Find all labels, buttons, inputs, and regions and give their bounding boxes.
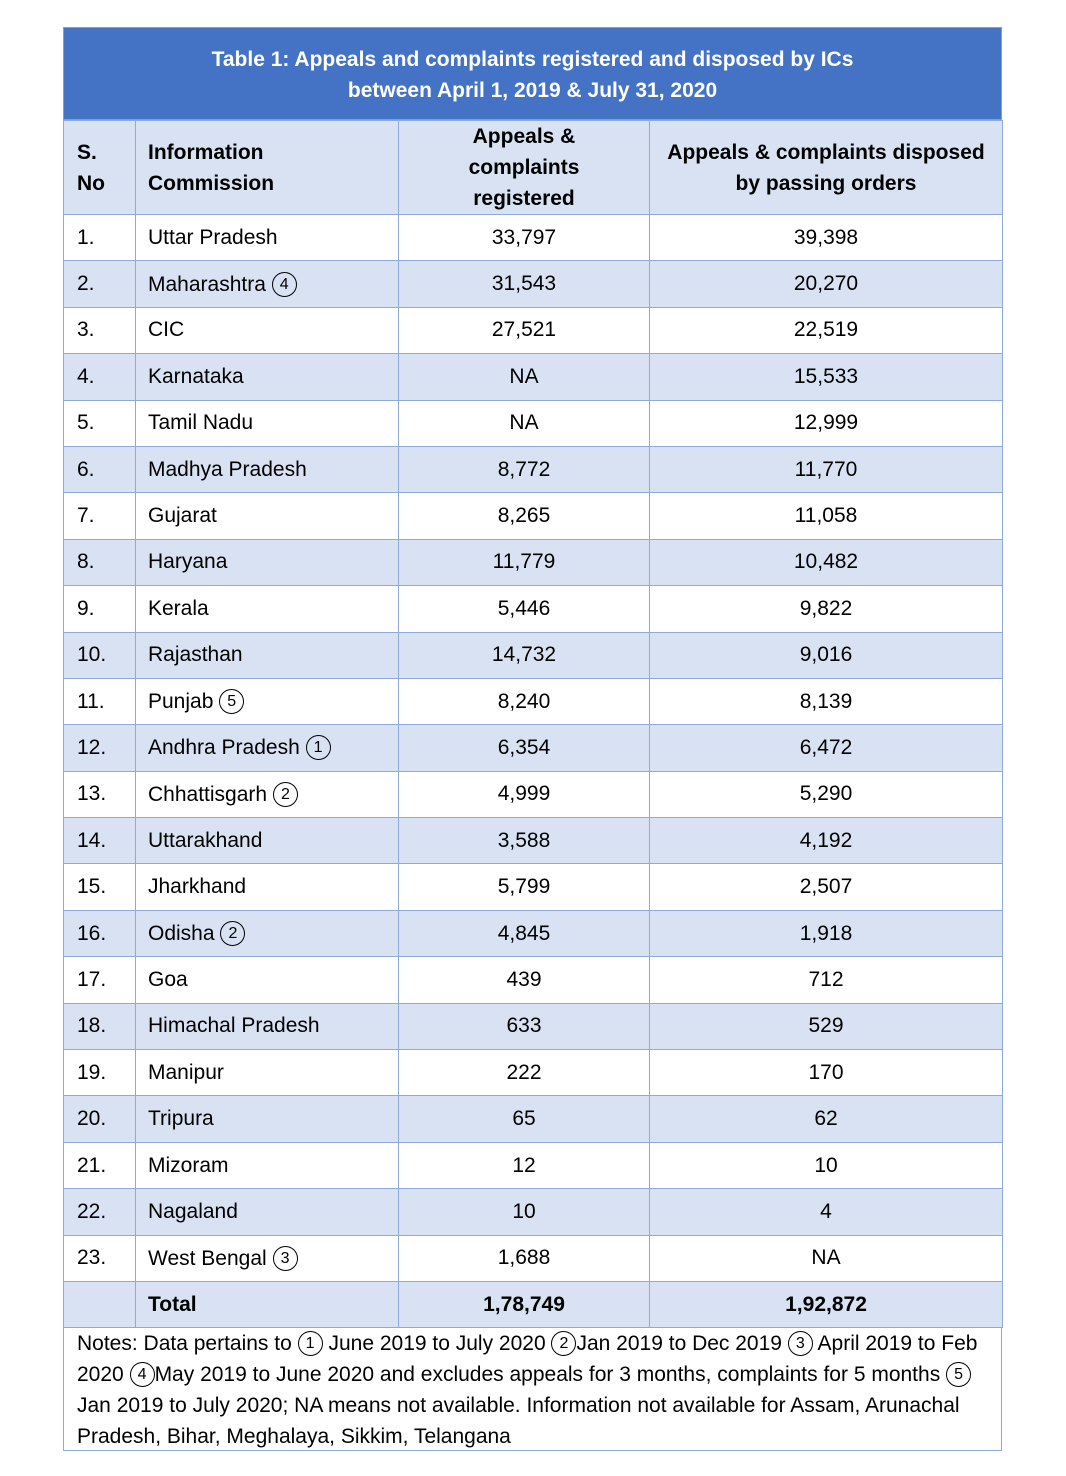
row-commission [136, 400, 399, 446]
table-row [64, 215, 1003, 261]
row-disposed: NA [650, 1235, 1003, 1281]
row-registered: 5,446 [399, 586, 650, 632]
footnote-marker: 4 [272, 272, 297, 297]
row-registered: 4,845 [399, 910, 650, 956]
commission-name: Chhattisgarh [148, 782, 268, 806]
row-disposed: 8,139 [650, 678, 1003, 724]
commission-name: Odisha [148, 922, 215, 946]
footnote-marker: 2 [273, 782, 298, 807]
table-notes: Notes: Data pertains to 1 June 2019 to July 2020 2 Jan 2019 to Dec 2019 3 April 2019 to Feb 2020 4 May 2019 to June 2020 and excludes appeals for 3 months, complaints for 5 months 5 Jan 2019 to July 2020; NA means not available. Information not available for Assam, Arunachal Pradesh, Bihar, Meghalaya, Sikkim, Telangana [63, 1328, 1002, 1451]
note-marker-3: 3 [788, 1331, 813, 1356]
row-disposed: 10 [650, 1142, 1003, 1188]
row-sno: 6. [64, 446, 136, 492]
row-disposed: 62 [650, 1096, 1003, 1142]
table-row [64, 307, 1003, 353]
appeals-table-container [63, 27, 1002, 1451]
row-sno: 21. [64, 1142, 136, 1188]
total-registered: 1,78,749 [399, 1281, 650, 1327]
row-registered: 8,265 [399, 493, 650, 539]
row-registered: 222 [399, 1050, 650, 1096]
row-disposed: 9,016 [650, 632, 1003, 678]
row-disposed: 6,472 [650, 725, 1003, 771]
row-disposed: 39,398 [650, 215, 1003, 261]
row-sno: 14. [64, 818, 136, 864]
row-disposed: 9,822 [650, 586, 1003, 632]
row-commission [136, 1003, 399, 1049]
row-registered: 27,521 [399, 307, 650, 353]
total-label: Total [136, 1281, 399, 1327]
row-registered: 8,240 [399, 678, 650, 724]
commission-name: Andhra Pradesh [148, 736, 300, 760]
row-registered: 6,354 [399, 725, 650, 771]
commission-name: Tripura [148, 1107, 214, 1131]
row-sno: 8. [64, 539, 136, 585]
row-disposed: 5,290 [650, 771, 1003, 817]
commission-name: Madhya Pradesh [148, 457, 307, 481]
row-disposed: 4,192 [650, 818, 1003, 864]
commission-name: Uttar Pradesh [148, 225, 278, 249]
row-commission [136, 771, 399, 817]
row-registered: 65 [399, 1096, 650, 1142]
row-disposed: 15,533 [650, 354, 1003, 400]
row-registered: 10 [399, 1189, 650, 1235]
row-commission [136, 818, 399, 864]
row-sno: 23. [64, 1235, 136, 1281]
row-sno: 18. [64, 1003, 136, 1049]
row-sno: 10. [64, 632, 136, 678]
row-commission [136, 446, 399, 492]
table-row [64, 261, 1003, 307]
commission-name: Manipur [148, 1060, 224, 1084]
table-title [63, 27, 1002, 120]
row-sno: 11. [64, 678, 136, 724]
footnote-marker: 1 [306, 735, 331, 760]
note-marker-5: 5 [946, 1362, 971, 1387]
row-registered: 14,732 [399, 632, 650, 678]
row-sno: 9. [64, 586, 136, 632]
note-marker-4: 4 [130, 1362, 155, 1387]
footnote-marker: 5 [219, 689, 244, 714]
row-disposed: 529 [650, 1003, 1003, 1049]
row-disposed: 10,482 [650, 539, 1003, 585]
row-commission [136, 1189, 399, 1235]
note-marker-2: 2 [551, 1331, 576, 1356]
table-row [64, 1050, 1003, 1096]
row-sno: 3. [64, 307, 136, 353]
commission-name: Uttarakhand [148, 828, 263, 852]
row-disposed: 11,058 [650, 493, 1003, 539]
header-commission: Information Commission [136, 121, 399, 215]
table-row [64, 1142, 1003, 1188]
row-sno: 19. [64, 1050, 136, 1096]
row-disposed: 712 [650, 957, 1003, 1003]
table-row [64, 910, 1003, 956]
commission-name: Tamil Nadu [148, 411, 254, 435]
commission-name: Mizoram [148, 1153, 229, 1177]
row-commission [136, 910, 399, 956]
table-row [64, 493, 1003, 539]
row-disposed: 2,507 [650, 864, 1003, 910]
row-commission [136, 261, 399, 307]
row-sno: 16. [64, 910, 136, 956]
commission-name: Jharkhand [148, 875, 247, 899]
row-commission [136, 354, 399, 400]
row-sno: 22. [64, 1189, 136, 1235]
commission-name: Himachal Pradesh [148, 1014, 320, 1038]
row-disposed: 11,770 [650, 446, 1003, 492]
commission-name: CIC [148, 318, 185, 342]
row-sno: 15. [64, 864, 136, 910]
total-sno [64, 1281, 136, 1327]
commission-name: Maharashtra [148, 272, 266, 296]
header-registered: Appeals & complaints registered [399, 121, 650, 215]
row-sno: 17. [64, 957, 136, 1003]
row-disposed: 170 [650, 1050, 1003, 1096]
note-marker-1: 1 [298, 1331, 323, 1356]
row-commission [136, 1096, 399, 1142]
row-commission [136, 725, 399, 771]
row-registered: 3,588 [399, 818, 650, 864]
row-registered: 12 [399, 1142, 650, 1188]
commission-name: Haryana [148, 550, 228, 574]
row-registered: 1,688 [399, 1235, 650, 1281]
table-row [64, 539, 1003, 585]
row-registered: NA [399, 400, 650, 446]
row-registered: 33,797 [399, 215, 650, 261]
row-sno: 1. [64, 215, 136, 261]
table-row [64, 400, 1003, 446]
header-disposed: Appeals & complaints disposed by passing orders [650, 121, 1003, 215]
row-registered: 8,772 [399, 446, 650, 492]
table-title-line2: between April 1, 2019 & July 31, 2020 [347, 79, 718, 102]
row-disposed: 20,270 [650, 261, 1003, 307]
table-row [64, 586, 1003, 632]
header-sno: S. No [64, 121, 136, 215]
row-commission [136, 678, 399, 724]
row-registered: 4,999 [399, 771, 650, 817]
table-row [64, 771, 1003, 817]
row-registered: 11,779 [399, 539, 650, 585]
commission-name: Goa [148, 967, 188, 991]
row-commission [136, 1142, 399, 1188]
commission-name: Rajasthan [148, 643, 243, 667]
row-sno: 12. [64, 725, 136, 771]
table-row [64, 1189, 1003, 1235]
appeals-table [63, 120, 1003, 1328]
row-registered: 31,543 [399, 261, 650, 307]
table-header-row [64, 121, 1003, 215]
commission-name: Karnataka [148, 364, 244, 388]
table-row [64, 446, 1003, 492]
row-sno: 13. [64, 771, 136, 817]
row-commission [136, 586, 399, 632]
table-row [64, 818, 1003, 864]
row-commission [136, 493, 399, 539]
commission-name: Kerala [148, 596, 209, 620]
table-row [64, 957, 1003, 1003]
table-row [64, 1003, 1003, 1049]
commission-name: Punjab [148, 690, 214, 714]
footnote-marker: 3 [273, 1246, 298, 1271]
total-row [64, 1281, 1003, 1327]
table-title-line1: Table 1: Appeals and complaints registered and disposed by ICs [211, 48, 854, 71]
table-row [64, 1235, 1003, 1281]
row-commission [136, 957, 399, 1003]
table-row [64, 354, 1003, 400]
commission-name: West Bengal [148, 1246, 267, 1270]
commission-name: Gujarat [148, 504, 217, 528]
row-sno: 4. [64, 354, 136, 400]
row-registered: NA [399, 354, 650, 400]
row-registered: 633 [399, 1003, 650, 1049]
row-commission [136, 864, 399, 910]
row-commission [136, 215, 399, 261]
table-row [64, 725, 1003, 771]
row-disposed: 4 [650, 1189, 1003, 1235]
footnote-marker: 2 [220, 921, 245, 946]
row-registered: 5,799 [399, 864, 650, 910]
row-commission [136, 1235, 399, 1281]
table-row [64, 632, 1003, 678]
row-sno: 5. [64, 400, 136, 446]
total-disposed: 1,92,872 [650, 1281, 1003, 1327]
row-commission [136, 1050, 399, 1096]
row-commission [136, 539, 399, 585]
row-sno: 7. [64, 493, 136, 539]
commission-name: Nagaland [148, 1199, 238, 1223]
table-row [64, 1096, 1003, 1142]
row-disposed: 12,999 [650, 400, 1003, 446]
row-disposed: 1,918 [650, 910, 1003, 956]
row-registered: 439 [399, 957, 650, 1003]
row-commission [136, 307, 399, 353]
table-row [64, 864, 1003, 910]
table-row [64, 678, 1003, 724]
row-sno: 20. [64, 1096, 136, 1142]
row-commission [136, 632, 399, 678]
row-disposed: 22,519 [650, 307, 1003, 353]
row-sno: 2. [64, 261, 136, 307]
